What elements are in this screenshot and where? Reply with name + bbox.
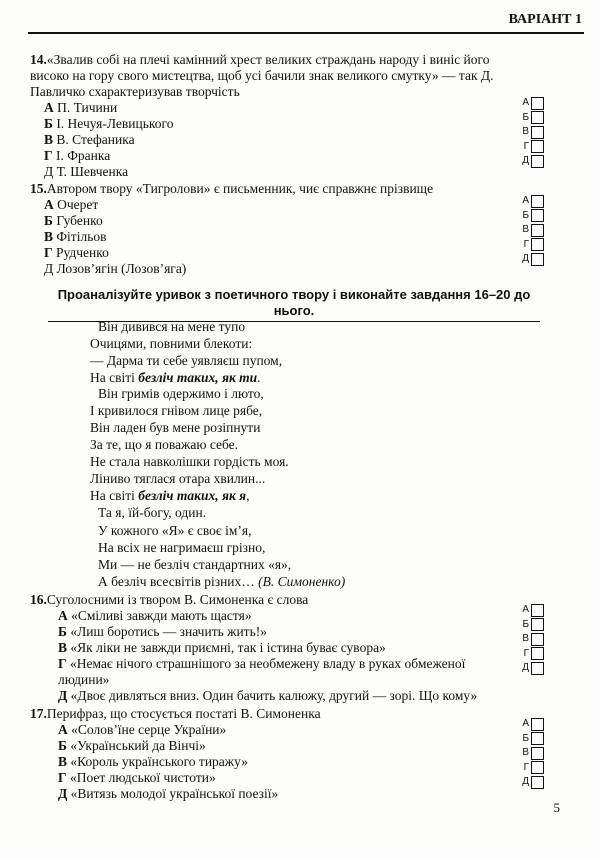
question-15-option-c: В Фітільов <box>44 229 107 244</box>
poem-line: У кожного «Я» є своє ім’я, <box>98 523 252 538</box>
poem-line: Він гримів одержимо і люто, <box>98 386 264 401</box>
question-16 <box>30 592 518 704</box>
answer-grid-17: А Б В Г Д <box>520 717 544 790</box>
answer-box[interactable] <box>531 618 544 631</box>
variant-header: ВАРІАНТ 1 <box>508 12 582 27</box>
answer-box[interactable] <box>531 747 544 760</box>
answer-box[interactable] <box>531 633 544 646</box>
poem-line: Він ладен був мене розіпнути <box>90 420 261 435</box>
answer-box[interactable] <box>531 253 544 266</box>
question-15-option-b: Б Губенко <box>44 213 103 228</box>
poem-stanza-2 <box>90 385 450 453</box>
question-16-option-d: Г «Немає нічого страшнішого за необмежену владу в руках обмеженої людини» <box>58 656 466 687</box>
question-15-stem: 15.Автором твору «Тигролови» є письменник, чиє справжнє прізвище <box>30 181 434 196</box>
poem-line: Не стала навколішки гордість моя. <box>90 454 289 469</box>
question-15-option-a: А Очерет <box>44 197 99 212</box>
answer-box[interactable] <box>531 195 544 208</box>
poem-line: — Дарма ти себе уявляєш пупом, <box>90 353 283 368</box>
question-14-option-a: А П. Тичини <box>44 100 118 115</box>
question-17-option-a: А «Солов’їне серце України» <box>58 722 227 737</box>
answer-box[interactable] <box>531 238 544 251</box>
poem-line: А безліч всесвітів різних… (В. Симоненко) <box>98 574 346 589</box>
answer-box[interactable] <box>531 732 544 745</box>
question-15-option-d: Г Рудченко <box>44 245 109 260</box>
answer-box[interactable] <box>531 647 544 660</box>
answer-box[interactable] <box>531 604 544 617</box>
question-14-stem: 14.«Звалив собі на плечі камінний хрест великих страждань народу і виніс його високо на гору свого мистецтва, щоб усі бачили знак великого смутку» — так Д. Павличко схарактеризував творчість <box>30 52 494 99</box>
poem-stanza-4 <box>90 522 450 590</box>
question-17-option-c: В «Король українського тиражу» <box>58 754 248 769</box>
answer-grid-14: А Б В Г Д <box>520 96 544 169</box>
poem-line: Та я, їй-богу, один. <box>98 505 207 520</box>
section-instruction: Проаналізуйте уривок з поетичного твору і виконайте завдання 16–20 до нього. <box>48 287 540 322</box>
answer-box[interactable] <box>531 97 544 110</box>
poem-line: Він дивився на мене тупо <box>98 319 246 334</box>
answer-grid-15: А Б В Г Д <box>520 194 544 267</box>
answer-box[interactable] <box>531 140 544 153</box>
answer-box[interactable] <box>531 155 544 168</box>
question-15-option-e: Д Лозов’ягін (Лозов’яга) <box>44 261 187 276</box>
question-17-stem: 17.Перифраз, що стосується постаті В. Симоненка <box>30 706 321 721</box>
question-16-option-a: А «Сміливі завжди мають щастя» <box>58 608 252 623</box>
question-14-option-b: Б І. Нечуя-Левицького <box>44 116 174 131</box>
header-rule <box>28 32 584 34</box>
poem-line: За те, що я поважаю себе. <box>90 437 239 452</box>
poem-author: (В. Симоненко) <box>258 574 346 589</box>
answer-box[interactable] <box>531 776 544 789</box>
question-15 <box>30 181 518 277</box>
poem-line: І кривилося гнівом лице рябе, <box>90 403 263 418</box>
question-14-option-c: В В. Стефаника <box>44 132 135 147</box>
poem-stanza-1 <box>90 318 450 386</box>
answer-box[interactable] <box>531 209 544 222</box>
answer-box[interactable] <box>531 224 544 237</box>
question-14-option-d: Г І. Франка <box>44 148 111 163</box>
page-number: 5 <box>553 800 560 815</box>
question-17-option-e: Д «Витязь молодої української поезії» <box>58 786 279 801</box>
poem-line: На світі безліч таких, як ти. <box>90 370 261 385</box>
answer-box[interactable] <box>531 662 544 675</box>
question-16-option-b: Б «Лиш боротись — значить жить!» <box>58 624 267 639</box>
poem-line: На світі безліч таких, як я, <box>90 488 250 503</box>
answer-grid-16: А Б В Г Д <box>520 603 544 676</box>
question-17-option-d: Г «Поет людської чистоти» <box>58 770 216 785</box>
answer-box[interactable] <box>531 126 544 139</box>
answer-box[interactable] <box>531 761 544 774</box>
poem-line: Очицями, повними блекоти: <box>90 336 253 351</box>
question-16-option-e: Д «Двоє дивляться вниз. Один бачить калюжу, другий — зорі. Що кому» <box>58 688 478 703</box>
answer-box[interactable] <box>531 111 544 124</box>
question-16-option-c: В «Як ліки не завжди приємні, так і істина буває сувора» <box>58 640 386 655</box>
poem-line: Ліниво тяглася отара хвилин... <box>90 471 266 486</box>
question-16-stem: 16.Суголосними із твором В. Симоненка є слова <box>30 592 309 607</box>
question-17 <box>30 706 518 802</box>
question-14-option-e: Д Т. Шевченка <box>44 164 129 179</box>
poem-stanza-3 <box>90 453 450 521</box>
answer-box[interactable] <box>531 718 544 731</box>
question-14 <box>30 52 518 180</box>
poem-line: На всіх не нагримаєш грізно, <box>98 540 266 555</box>
question-17-option-b: Б «Український да Вінчі» <box>58 738 206 753</box>
poem-line: Ми — не безліч стандартних «я», <box>98 557 292 572</box>
